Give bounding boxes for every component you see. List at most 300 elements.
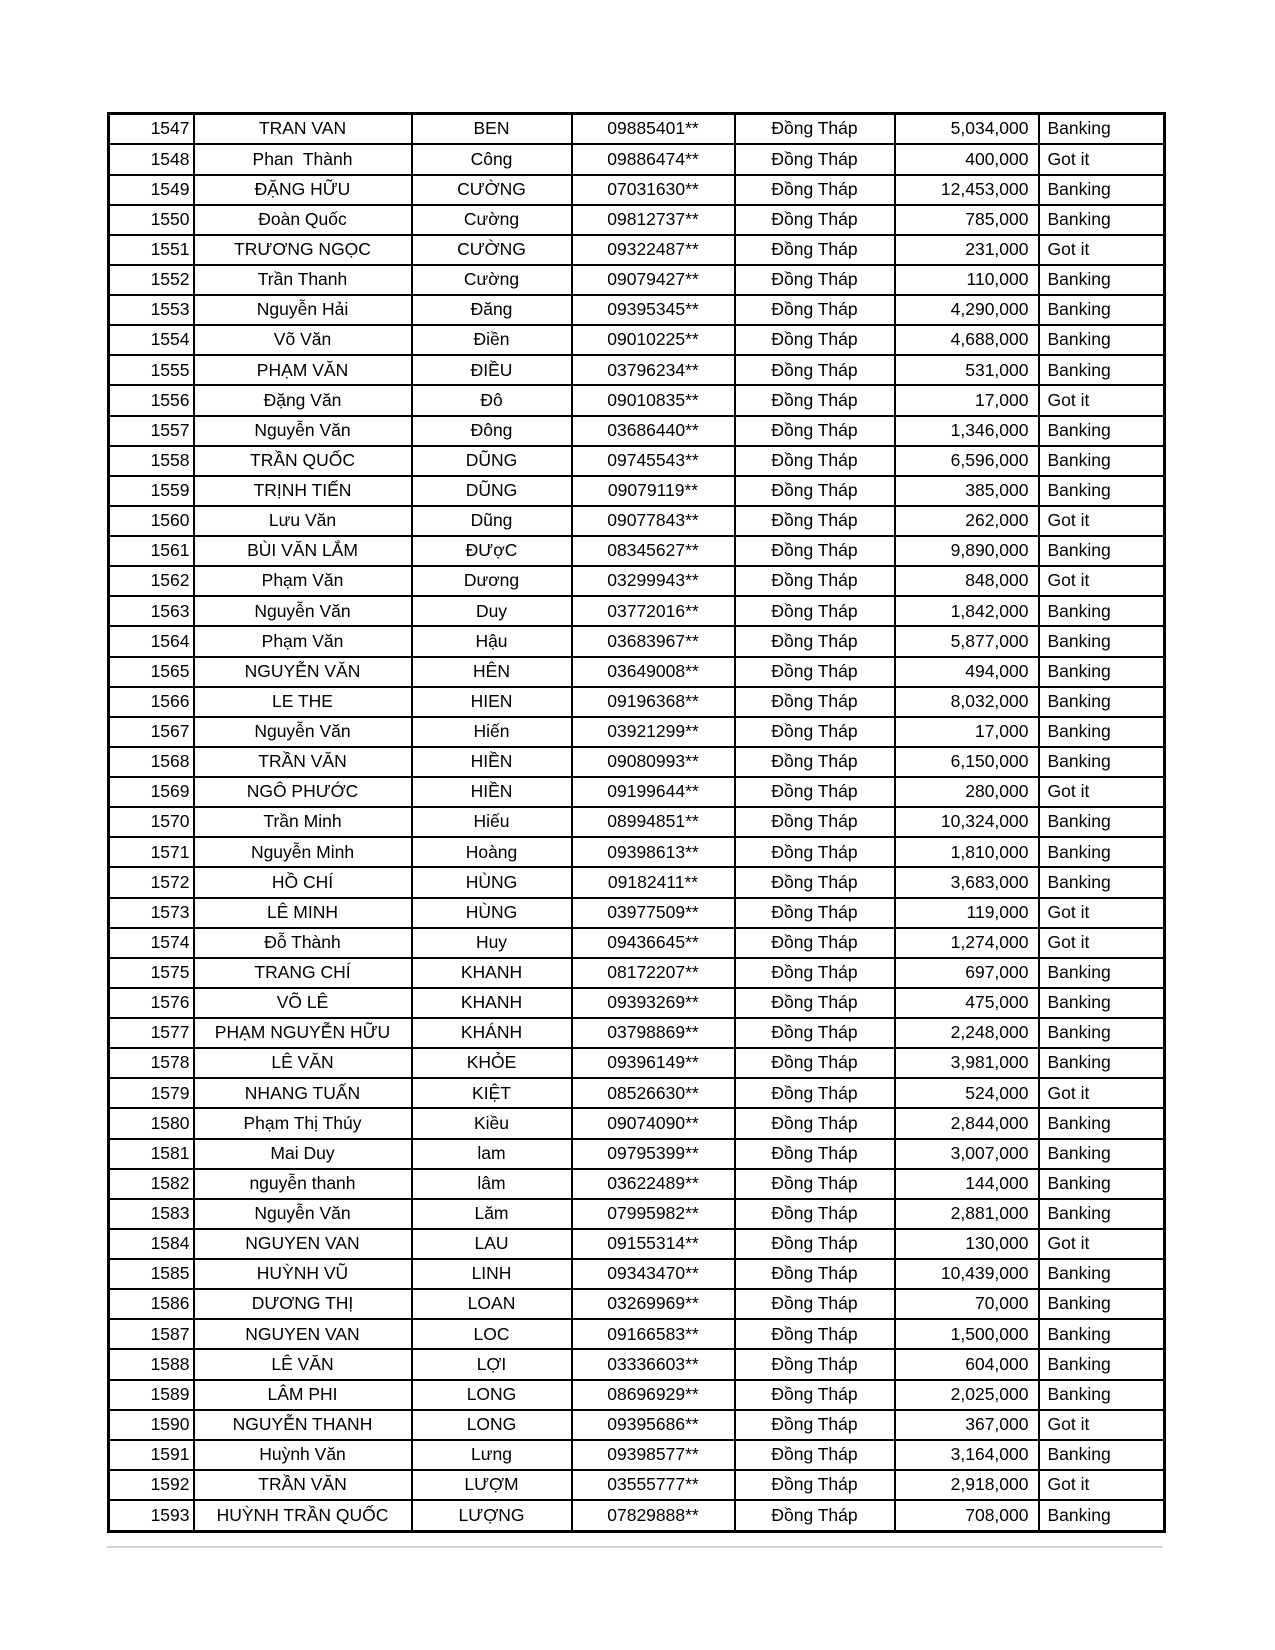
cell-last-middle-name: NGUYỄN VĂN [194, 657, 412, 687]
cell-province: Đồng Tháp [735, 355, 895, 385]
cell-first-name: Điền [412, 325, 572, 355]
cell-row-number: 1590 [109, 1410, 194, 1440]
cell-status: Got it [1039, 1078, 1165, 1108]
cell-row-number: 1576 [109, 988, 194, 1018]
cell-amount: 531,000 [895, 355, 1039, 385]
cell-amount: 8,032,000 [895, 687, 1039, 717]
cell-row-number: 1555 [109, 355, 194, 385]
cell-province: Đồng Tháp [735, 265, 895, 295]
cell-last-middle-name: TRAN VAN [194, 114, 412, 145]
cell-row-number: 1588 [109, 1349, 194, 1379]
cell-row-number: 1558 [109, 446, 194, 476]
table-row [109, 1440, 1165, 1470]
table-row [109, 626, 1165, 656]
table-row [109, 416, 1165, 446]
cell-amount: 848,000 [895, 566, 1039, 596]
cell-last-middle-name: nguyễn thanh [194, 1169, 412, 1199]
cell-row-number: 1573 [109, 898, 194, 928]
cell-phone-masked: 09795399** [572, 1139, 735, 1169]
cell-status: Got it [1039, 506, 1165, 536]
cell-row-number: 1587 [109, 1319, 194, 1349]
cell-province: Đồng Tháp [735, 385, 895, 415]
cell-status: Banking [1039, 1139, 1165, 1169]
cell-row-number: 1564 [109, 626, 194, 656]
cell-first-name: Dũng [412, 506, 572, 536]
cell-status: Banking [1039, 325, 1165, 355]
cell-last-middle-name: BÙI VĂN LẮM [194, 536, 412, 566]
cell-first-name: Đô [412, 385, 572, 415]
cell-phone-masked: 07031630** [572, 175, 735, 205]
cell-province: Đồng Tháp [735, 1289, 895, 1319]
cell-amount: 400,000 [895, 144, 1039, 174]
cell-first-name: KIỆT [412, 1078, 572, 1108]
cell-first-name: DŨNG [412, 446, 572, 476]
cell-last-middle-name: Nguyễn Văn [194, 596, 412, 626]
table-row [109, 657, 1165, 687]
cell-first-name: LONG [412, 1410, 572, 1440]
cell-last-middle-name: TRỊNH TIẾN [194, 476, 412, 506]
cell-last-middle-name: Lưu Văn [194, 506, 412, 536]
cell-phone-masked: 08172207** [572, 958, 735, 988]
cell-phone-masked: 08526630** [572, 1078, 735, 1108]
cell-status: Banking [1039, 476, 1165, 506]
cell-row-number: 1580 [109, 1108, 194, 1138]
table-row [109, 747, 1165, 777]
cell-province: Đồng Tháp [735, 1259, 895, 1289]
cell-last-middle-name: Phạm Thị Thúy [194, 1108, 412, 1138]
cell-status: Banking [1039, 747, 1165, 777]
cell-first-name: KHANH [412, 988, 572, 1018]
table-row [109, 175, 1165, 205]
cell-status: Banking [1039, 205, 1165, 235]
cell-last-middle-name: LÊ VĂN [194, 1048, 412, 1078]
cell-first-name: Cường [412, 265, 572, 295]
cell-last-middle-name: HUỲNH VŨ [194, 1259, 412, 1289]
cell-first-name: Công [412, 144, 572, 174]
cell-last-middle-name: TRẦN VĂN [194, 747, 412, 777]
table-row [109, 867, 1165, 897]
cell-amount: 367,000 [895, 1410, 1039, 1440]
cell-last-middle-name: NGÔ PHƯỚC [194, 777, 412, 807]
table-row [109, 928, 1165, 958]
cell-amount: 144,000 [895, 1169, 1039, 1199]
cell-status: Banking [1039, 114, 1165, 145]
cell-phone-masked: 09885401** [572, 114, 735, 145]
cell-first-name: Đông [412, 416, 572, 446]
cell-province: Đồng Tháp [735, 1229, 895, 1259]
table-row [109, 325, 1165, 355]
table-row [109, 566, 1165, 596]
cell-row-number: 1560 [109, 506, 194, 536]
cell-last-middle-name: NHANG TUẤN [194, 1078, 412, 1108]
cell-phone-masked: 09077843** [572, 506, 735, 536]
cell-amount: 2,918,000 [895, 1470, 1039, 1500]
cell-phone-masked: 09079427** [572, 265, 735, 295]
cell-first-name: Cường [412, 205, 572, 235]
cell-phone-masked: 09166583** [572, 1319, 735, 1349]
cell-phone-masked: 03269969** [572, 1289, 735, 1319]
cell-last-middle-name: Võ Văn [194, 325, 412, 355]
cell-phone-masked: 08994851** [572, 807, 735, 837]
cell-last-middle-name: VÕ LÊ [194, 988, 412, 1018]
cell-province: Đồng Tháp [735, 566, 895, 596]
cell-first-name: lâm [412, 1169, 572, 1199]
cell-province: Đồng Tháp [735, 1470, 895, 1500]
cell-phone-masked: 09196368** [572, 687, 735, 717]
cell-province: Đồng Tháp [735, 1500, 895, 1531]
table-row [109, 1048, 1165, 1078]
table-row [109, 687, 1165, 717]
table-row [109, 536, 1165, 566]
cell-amount: 475,000 [895, 988, 1039, 1018]
cell-phone-masked: 09436645** [572, 928, 735, 958]
cell-first-name: Lưng [412, 1440, 572, 1470]
table-row [109, 1500, 1165, 1531]
cell-row-number: 1571 [109, 837, 194, 867]
cell-province: Đồng Tháp [735, 1410, 895, 1440]
cell-province: Đồng Tháp [735, 325, 895, 355]
cell-amount: 785,000 [895, 205, 1039, 235]
cell-first-name: HIEN [412, 687, 572, 717]
cell-first-name: HÊN [412, 657, 572, 687]
cell-amount: 10,324,000 [895, 807, 1039, 837]
cell-first-name: BEN [412, 114, 572, 145]
cell-row-number: 1557 [109, 416, 194, 446]
cell-last-middle-name: NGUYỄN THANH [194, 1410, 412, 1440]
cell-status: Banking [1039, 295, 1165, 325]
table-row [109, 1229, 1165, 1259]
cell-amount: 10,439,000 [895, 1259, 1039, 1289]
cell-amount: 5,034,000 [895, 114, 1039, 145]
cell-status: Got it [1039, 1229, 1165, 1259]
cell-status: Got it [1039, 235, 1165, 265]
cell-province: Đồng Tháp [735, 747, 895, 777]
cell-phone-masked: 09080993** [572, 747, 735, 777]
cell-province: Đồng Tháp [735, 1139, 895, 1169]
page-break-line [107, 1546, 1163, 1548]
cell-phone-masked: 09010225** [572, 325, 735, 355]
cell-amount: 2,248,000 [895, 1018, 1039, 1048]
cell-amount: 1,810,000 [895, 837, 1039, 867]
cell-amount: 110,000 [895, 265, 1039, 295]
cell-row-number: 1567 [109, 717, 194, 747]
cell-phone-masked: 09322487** [572, 235, 735, 265]
cell-last-middle-name: HUỲNH TRẦN QUỐC [194, 1500, 412, 1531]
cell-last-middle-name: Trần Thanh [194, 265, 412, 295]
cell-province: Đồng Tháp [735, 717, 895, 747]
cell-row-number: 1582 [109, 1169, 194, 1199]
cell-last-middle-name: TRẦN VĂN [194, 1470, 412, 1500]
cell-amount: 4,290,000 [895, 295, 1039, 325]
cell-phone-masked: 09395686** [572, 1410, 735, 1440]
table-row [109, 385, 1165, 415]
cell-row-number: 1574 [109, 928, 194, 958]
cell-last-middle-name: Phan Thành [194, 144, 412, 174]
cell-status: Banking [1039, 265, 1165, 295]
cell-first-name: LỢI [412, 1349, 572, 1379]
cell-amount: 6,150,000 [895, 747, 1039, 777]
cell-amount: 17,000 [895, 385, 1039, 415]
table-row [109, 1078, 1165, 1108]
cell-row-number: 1575 [109, 958, 194, 988]
cell-row-number: 1566 [109, 687, 194, 717]
cell-province: Đồng Tháp [735, 114, 895, 145]
cell-amount: 708,000 [895, 1500, 1039, 1531]
cell-first-name: HÙNG [412, 867, 572, 897]
cell-amount: 494,000 [895, 657, 1039, 687]
cell-phone-masked: 03622489** [572, 1169, 735, 1199]
cell-last-middle-name: Huỳnh Văn [194, 1440, 412, 1470]
cell-phone-masked: 03796234** [572, 355, 735, 385]
cell-amount: 2,025,000 [895, 1380, 1039, 1410]
table-row [109, 265, 1165, 295]
cell-province: Đồng Tháp [735, 1440, 895, 1470]
cell-last-middle-name: LÂM PHI [194, 1380, 412, 1410]
cell-phone-masked: 09182411** [572, 867, 735, 897]
cell-province: Đồng Tháp [735, 958, 895, 988]
cell-last-middle-name: Nguyễn Văn [194, 717, 412, 747]
table-row [109, 1108, 1165, 1138]
cell-phone-masked: 09393269** [572, 988, 735, 1018]
cell-phone-masked: 03299943** [572, 566, 735, 596]
cell-status: Banking [1039, 1349, 1165, 1379]
cell-amount: 12,453,000 [895, 175, 1039, 205]
table-row [109, 235, 1165, 265]
cell-province: Đồng Tháp [735, 235, 895, 265]
cell-status: Banking [1039, 1169, 1165, 1199]
cell-province: Đồng Tháp [735, 506, 895, 536]
table-row [109, 1410, 1165, 1440]
cell-row-number: 1565 [109, 657, 194, 687]
cell-phone-masked: 09010835** [572, 385, 735, 415]
cell-first-name: Hoàng [412, 837, 572, 867]
cell-amount: 3,007,000 [895, 1139, 1039, 1169]
cell-last-middle-name: DƯƠNG THỊ [194, 1289, 412, 1319]
cell-status: Banking [1039, 1500, 1165, 1531]
cell-status: Banking [1039, 1380, 1165, 1410]
cell-last-middle-name: NGUYEN VAN [194, 1319, 412, 1349]
cell-amount: 1,842,000 [895, 596, 1039, 626]
cell-status: Got it [1039, 144, 1165, 174]
recipient-list-table [107, 112, 1166, 1533]
cell-row-number: 1581 [109, 1139, 194, 1169]
cell-first-name: Duy [412, 596, 572, 626]
cell-last-middle-name: TRANG CHÍ [194, 958, 412, 988]
cell-amount: 5,877,000 [895, 626, 1039, 656]
cell-row-number: 1556 [109, 385, 194, 415]
cell-status: Banking [1039, 988, 1165, 1018]
cell-province: Đồng Tháp [735, 536, 895, 566]
cell-amount: 4,688,000 [895, 325, 1039, 355]
cell-phone-masked: 09812737** [572, 205, 735, 235]
cell-province: Đồng Tháp [735, 898, 895, 928]
cell-province: Đồng Tháp [735, 928, 895, 958]
cell-amount: 17,000 [895, 717, 1039, 747]
cell-amount: 1,500,000 [895, 1319, 1039, 1349]
table-row [109, 958, 1165, 988]
cell-amount: 2,844,000 [895, 1108, 1039, 1138]
table-row [109, 506, 1165, 536]
cell-province: Đồng Tháp [735, 1319, 895, 1349]
cell-province: Đồng Tháp [735, 1169, 895, 1199]
cell-row-number: 1589 [109, 1380, 194, 1410]
cell-first-name: Hậu [412, 626, 572, 656]
cell-amount: 130,000 [895, 1229, 1039, 1259]
table-row [109, 717, 1165, 747]
cell-province: Đồng Tháp [735, 1048, 895, 1078]
cell-province: Đồng Tháp [735, 205, 895, 235]
cell-row-number: 1554 [109, 325, 194, 355]
cell-province: Đồng Tháp [735, 837, 895, 867]
cell-phone-masked: 09155314** [572, 1229, 735, 1259]
cell-row-number: 1591 [109, 1440, 194, 1470]
cell-status: Banking [1039, 807, 1165, 837]
cell-status: Got it [1039, 777, 1165, 807]
cell-amount: 262,000 [895, 506, 1039, 536]
cell-row-number: 1586 [109, 1289, 194, 1319]
cell-row-number: 1585 [109, 1259, 194, 1289]
cell-last-middle-name: Nguyễn Hải [194, 295, 412, 325]
cell-province: Đồng Tháp [735, 1349, 895, 1379]
cell-status: Banking [1039, 958, 1165, 988]
table-row [109, 476, 1165, 506]
cell-phone-masked: 09398577** [572, 1440, 735, 1470]
cell-province: Đồng Tháp [735, 175, 895, 205]
cell-last-middle-name: PHẠM NGUYỄN HỮU [194, 1018, 412, 1048]
cell-first-name: CƯỜNG [412, 235, 572, 265]
cell-phone-masked: 03772016** [572, 596, 735, 626]
cell-status: Banking [1039, 867, 1165, 897]
cell-row-number: 1570 [109, 807, 194, 837]
cell-phone-masked: 09745543** [572, 446, 735, 476]
cell-first-name: Huy [412, 928, 572, 958]
cell-province: Đồng Tháp [735, 777, 895, 807]
cell-first-name: Dương [412, 566, 572, 596]
cell-row-number: 1568 [109, 747, 194, 777]
cell-first-name: ĐIỀU [412, 355, 572, 385]
cell-first-name: HÙNG [412, 898, 572, 928]
cell-status: Banking [1039, 355, 1165, 385]
cell-last-middle-name: Phạm Văn [194, 626, 412, 656]
table-row [109, 988, 1165, 1018]
cell-last-middle-name: Nguyễn Văn [194, 1199, 412, 1229]
cell-row-number: 1549 [109, 175, 194, 205]
cell-amount: 231,000 [895, 235, 1039, 265]
table-row [109, 898, 1165, 928]
cell-phone-masked: 09199644** [572, 777, 735, 807]
cell-row-number: 1552 [109, 265, 194, 295]
cell-status: Banking [1039, 717, 1165, 747]
cell-province: Đồng Tháp [735, 988, 895, 1018]
cell-last-middle-name: LÊ VĂN [194, 1349, 412, 1379]
cell-row-number: 1584 [109, 1229, 194, 1259]
cell-amount: 1,274,000 [895, 928, 1039, 958]
cell-first-name: LONG [412, 1380, 572, 1410]
cell-phone-masked: 09395345** [572, 295, 735, 325]
table-row [109, 205, 1165, 235]
cell-first-name: LAU [412, 1229, 572, 1259]
cell-status: Banking [1039, 536, 1165, 566]
cell-last-middle-name: Mai Duy [194, 1139, 412, 1169]
cell-province: Đồng Tháp [735, 1380, 895, 1410]
cell-amount: 3,164,000 [895, 1440, 1039, 1470]
cell-province: Đồng Tháp [735, 1018, 895, 1048]
cell-phone-masked: 07995982** [572, 1199, 735, 1229]
cell-row-number: 1577 [109, 1018, 194, 1048]
cell-status: Banking [1039, 837, 1165, 867]
cell-row-number: 1559 [109, 476, 194, 506]
cell-status: Got it [1039, 566, 1165, 596]
cell-province: Đồng Tháp [735, 144, 895, 174]
cell-last-middle-name: TRẦN QUỐC [194, 446, 412, 476]
table-row [109, 596, 1165, 626]
cell-row-number: 1551 [109, 235, 194, 265]
cell-status: Got it [1039, 898, 1165, 928]
cell-status: Banking [1039, 1048, 1165, 1078]
cell-first-name: lam [412, 1139, 572, 1169]
cell-amount: 524,000 [895, 1078, 1039, 1108]
cell-first-name: HIỀN [412, 777, 572, 807]
cell-status: Banking [1039, 657, 1165, 687]
cell-last-middle-name: Nguyễn Văn [194, 416, 412, 446]
cell-last-middle-name: LÊ MINH [194, 898, 412, 928]
cell-province: Đồng Tháp [735, 476, 895, 506]
cell-first-name: LƯỢM [412, 1470, 572, 1500]
cell-first-name: LOAN [412, 1289, 572, 1319]
cell-amount: 1,346,000 [895, 416, 1039, 446]
cell-last-middle-name: Đặng Văn [194, 385, 412, 415]
cell-status: Got it [1039, 385, 1165, 415]
cell-last-middle-name: TRƯƠNG NGỌC [194, 235, 412, 265]
cell-first-name: HIỀN [412, 747, 572, 777]
cell-first-name: LINH [412, 1259, 572, 1289]
cell-phone-masked: 03336603** [572, 1349, 735, 1379]
cell-phone-masked: 03686440** [572, 416, 735, 446]
cell-phone-masked: 03555777** [572, 1470, 735, 1500]
cell-amount: 6,596,000 [895, 446, 1039, 476]
cell-row-number: 1548 [109, 144, 194, 174]
cell-last-middle-name: HỒ CHÍ [194, 867, 412, 897]
cell-province: Đồng Tháp [735, 867, 895, 897]
cell-amount: 2,881,000 [895, 1199, 1039, 1229]
cell-status: Banking [1039, 1018, 1165, 1048]
cell-phone-masked: 08345627** [572, 536, 735, 566]
cell-phone-masked: 09079119** [572, 476, 735, 506]
table-row [109, 837, 1165, 867]
cell-first-name: Đăng [412, 295, 572, 325]
cell-province: Đồng Tháp [735, 1078, 895, 1108]
cell-row-number: 1562 [109, 566, 194, 596]
cell-status: Banking [1039, 175, 1165, 205]
cell-row-number: 1561 [109, 536, 194, 566]
cell-last-middle-name: NGUYEN VAN [194, 1229, 412, 1259]
cell-province: Đồng Tháp [735, 626, 895, 656]
cell-first-name: Hiến [412, 717, 572, 747]
table-row [109, 1470, 1165, 1500]
table-row [109, 1139, 1165, 1169]
cell-status: Banking [1039, 416, 1165, 446]
cell-first-name: DŨNG [412, 476, 572, 506]
cell-row-number: 1547 [109, 114, 194, 145]
cell-amount: 604,000 [895, 1349, 1039, 1379]
cell-last-middle-name: Nguyễn Minh [194, 837, 412, 867]
cell-first-name: KHỎE [412, 1048, 572, 1078]
cell-row-number: 1563 [109, 596, 194, 626]
cell-first-name: ĐƯợC [412, 536, 572, 566]
cell-row-number: 1592 [109, 1470, 194, 1500]
cell-phone-masked: 08696929** [572, 1380, 735, 1410]
cell-first-name: KHÁNH [412, 1018, 572, 1048]
